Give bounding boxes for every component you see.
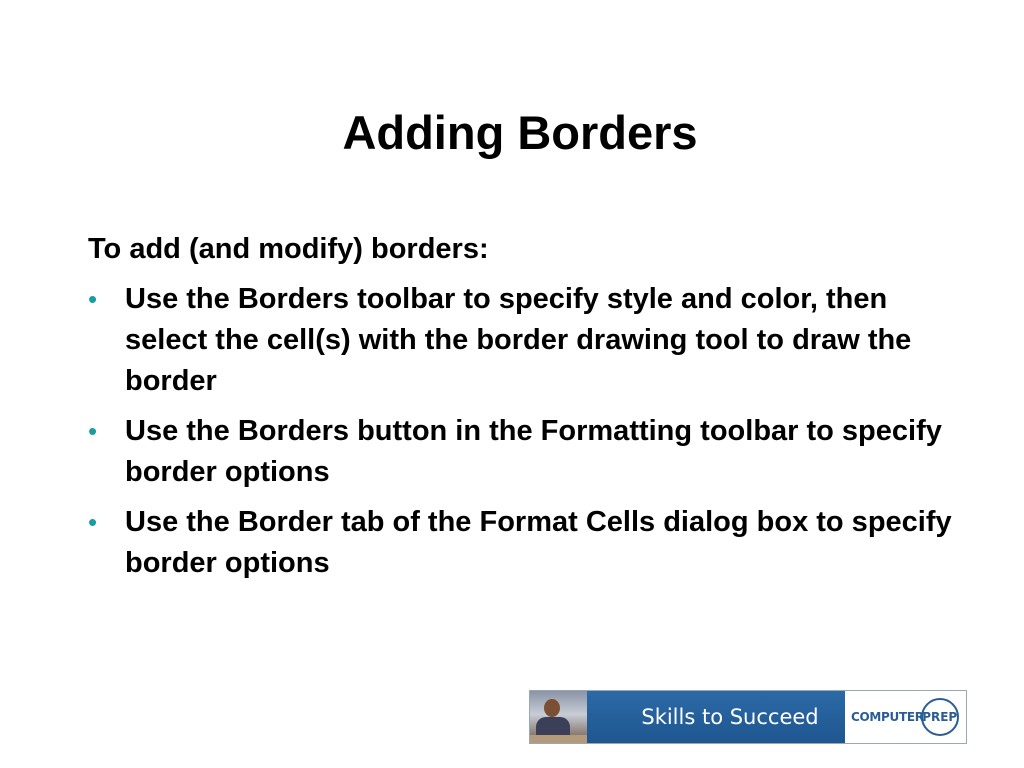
bullet-text: Use the Borders toolbar to specify style and color, then select the cell(s) with the border drawing tool to draw the border — [125, 283, 912, 397]
list-item — [88, 411, 958, 493]
list-item — [88, 502, 958, 584]
slide-title: Adding Borders — [342, 106, 698, 159]
bullet-text: Use the Border tab of the Format Cells dialog box to specify border options — [125, 506, 952, 579]
bullet-icon: • — [88, 284, 98, 314]
bullet-icon: • — [88, 507, 98, 537]
logo-circle-icon — [921, 698, 959, 736]
bullet-list — [88, 279, 958, 584]
slide-content — [88, 229, 958, 593]
photo-desk — [530, 735, 587, 743]
list-item — [88, 279, 958, 402]
bullet-icon: • — [88, 416, 98, 446]
photo-person-head — [544, 699, 560, 717]
intro-text: To add (and modify) borders: — [88, 233, 489, 265]
banner-photo-image — [530, 691, 587, 743]
computer-prep-logo — [845, 691, 966, 743]
banner-tagline: Skills to Succeed — [587, 691, 845, 743]
footer-banner — [529, 690, 967, 744]
bullet-text: Use the Borders button in the Formatting toolbar to specify border options — [125, 415, 942, 488]
logo-text-computer: COMPUTER — [851, 710, 924, 724]
logo-text-prep: PREP — [922, 710, 958, 724]
